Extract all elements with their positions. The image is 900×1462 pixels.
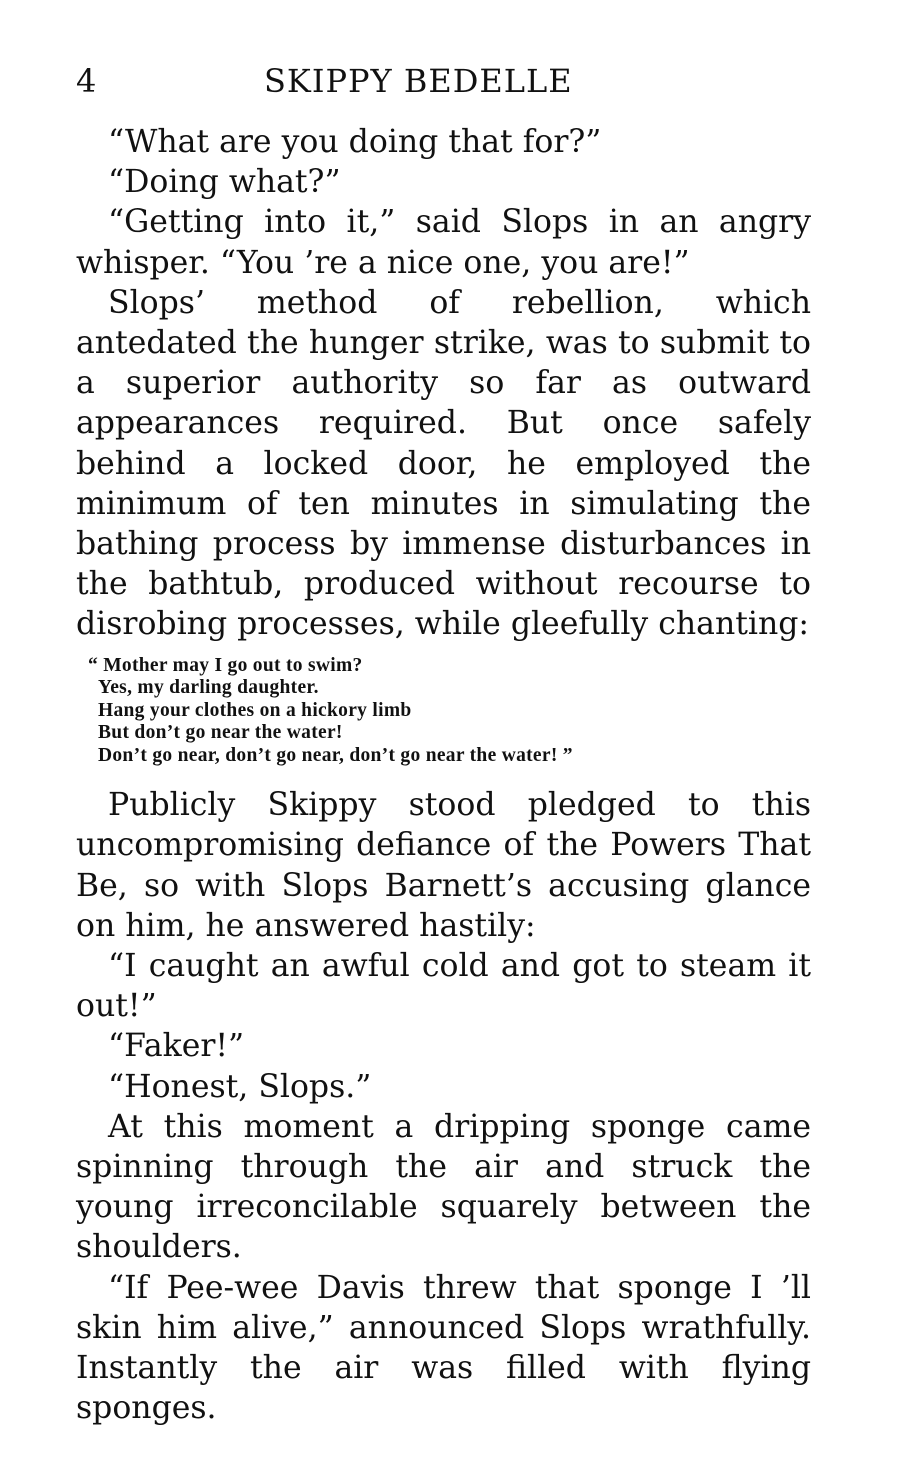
paragraph: “If Pee-wee Davis threw that sponge I ’ll skin him alive,” announced Slops wrathfully. Instantly the air was filled with flying sponges.: [76, 1269, 811, 1427]
paragraph: “What are you doing that for?”: [108, 124, 602, 160]
verse-line: Hang your clothes on a hickory limb: [98, 699, 412, 721]
paragraph: Slops’ method of rebellion, which antedated the hunger strike, was to submit to a superior authority so far as outward appearances required. But once safely behind a locked door, he employed the minimum of ten minutes in simulating the bathing process by immense disturbances in the bathtub, produced without recourse to disrobing processes, while gleefully chanting:: [76, 284, 811, 643]
verse-line: Yes, my darling daughter.: [98, 677, 319, 699]
paragraph: “Doing what?”: [108, 164, 341, 201]
running-title: SKIPPY BEDELLE: [264, 62, 573, 100]
paragraph: At this moment a dripping sponge came spinning through the air and struck the young irreconcilable squarely between the shoulders.: [76, 1108, 811, 1266]
page-number: 4: [76, 62, 97, 100]
verse-line: Don’t go near, don’t go near, don’t go near the water! ”: [98, 744, 573, 766]
verse-line: But don’t go near the water!: [98, 722, 343, 744]
verse-block: [88, 654, 811, 768]
paragraph: Publicly Skippy stood pledged to this uncompromising defiance of the Powers That Be, so with Slops Barnett’s accusing glance on him, he answered hastily:: [76, 787, 811, 944]
paragraph: “Honest, Slops.”: [108, 1068, 372, 1105]
paragraph: “I caught an awful cold and got to steam it out!”: [76, 947, 811, 1025]
paragraph: “Getting into it,” said Slops in an angry whisper. “You ’re a nice one, you are!”: [76, 204, 811, 281]
paragraph: “Faker!”: [108, 1028, 245, 1065]
page-body: [76, 122, 811, 1428]
verse-line: “ Mother may I go out to swim?: [88, 654, 363, 676]
